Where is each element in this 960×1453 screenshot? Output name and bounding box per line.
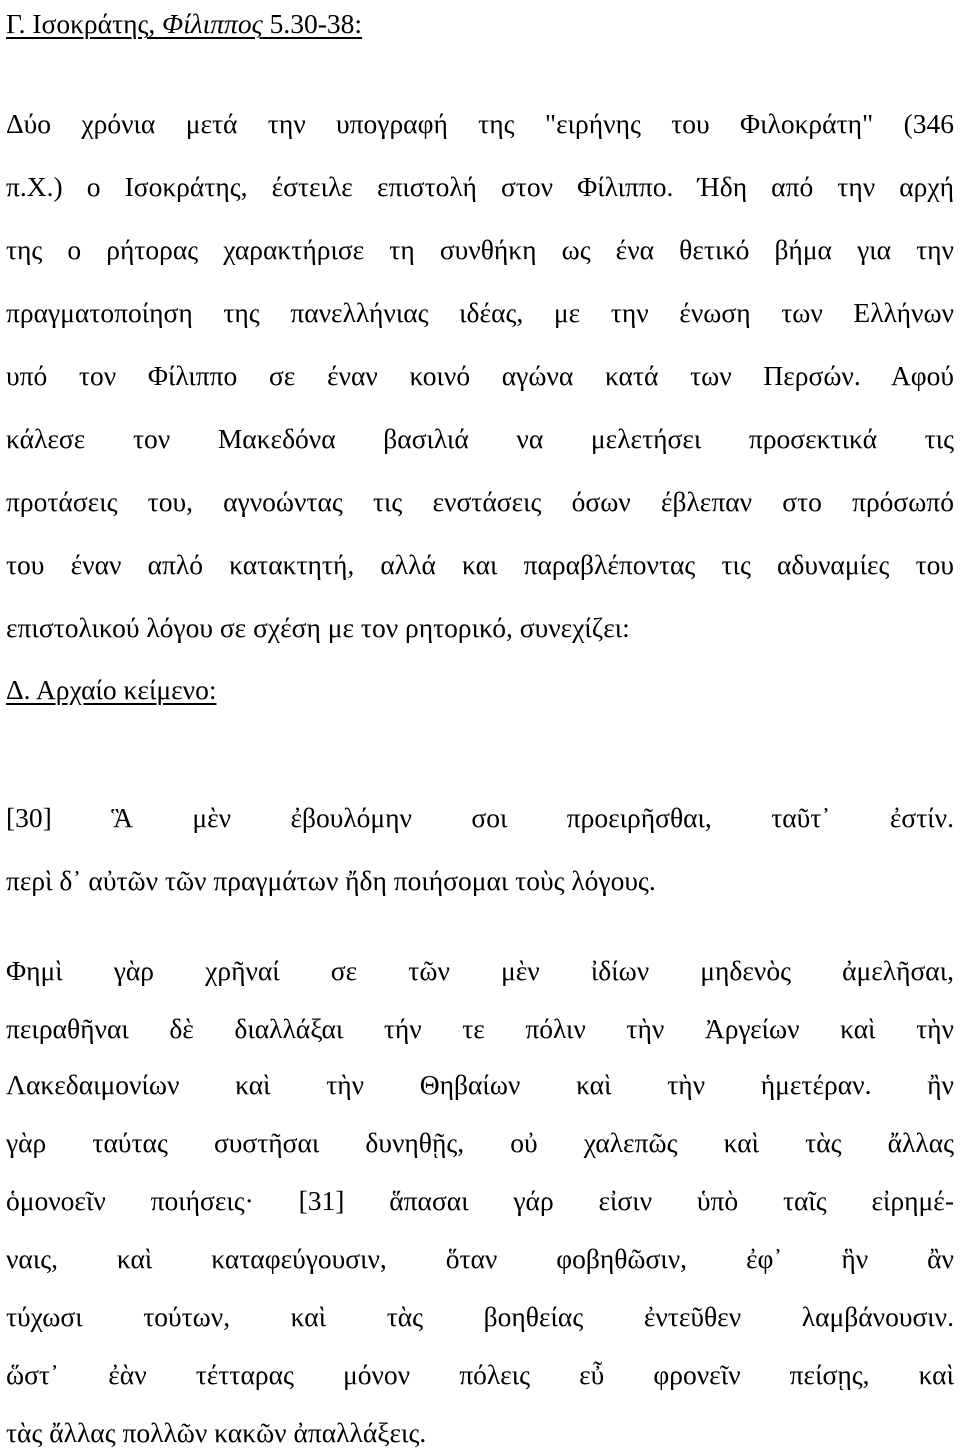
- ancient-line: Φημὶ γὰρ χρῆναί σε τῶν μὲν ἰδίων μηδενὸς ἀμελῆσαι,: [6, 955, 954, 986]
- ancient-line: περὶ δ᾽ αὐτῶν τῶν πραγμάτων ἤδη ποιήσομαι τοὺς λόγους.: [6, 865, 656, 896]
- intro-line: προτάσεις του, αγνοώντας τις ενστάσεις όσων έβλεπαν στο πρόσωπό: [6, 486, 954, 517]
- ancient-line: ὥστ᾽ ἐὰν τέτταρας μόνον πόλεις εὖ φρονεῖν πείσῃς, καὶ: [6, 1359, 954, 1390]
- heading-c-work-title: Φίλιππος: [162, 8, 263, 39]
- intro-line: π.Χ.) ο Ισοκράτης, έστειλε επιστολή στον Φίλιππο. Ήδη από την αρχή: [6, 171, 954, 202]
- intro-line: Δύο χρόνια μετά την υπογραφή της "ειρήνης του Φιλοκράτη" (346: [6, 108, 954, 139]
- intro-line: πραγματοποίηση της πανελλήνιας ιδέας, με την ένωση των Ελλήνων: [6, 297, 954, 328]
- ancient-line: τύχωσι τούτων, καὶ τὰς βοηθείας ἐντεῦθεν λαμβάνουσιν.: [6, 1301, 954, 1332]
- heading-c-prefix: Γ. Ισοκράτης,: [6, 8, 163, 39]
- ancient-line: ναις, καὶ καταφεύγουσιν, ὅταν φοβηθῶσιν, ἐφ᾽ ἣν ἂν: [6, 1243, 954, 1274]
- ancient-line: γὰρ ταύτας συστῆσαι δυνηθῇς, οὐ χαλεπῶς καὶ τὰς ἄλλας: [6, 1127, 954, 1158]
- section-heading-d: Δ. Αρχαίο κείμενο:: [6, 674, 217, 705]
- ancient-line: Λακεδαιμονίων καὶ τὴν Θηβαίων καὶ τὴν ἡμετέραν. ἢν: [6, 1069, 954, 1100]
- heading-c-suffix: 5.30-38:: [262, 8, 363, 39]
- intro-line: του έναν απλό κατακτητή, αλλά και παραβλέποντας τις αδυναμίες του: [6, 549, 954, 580]
- intro-line: επιστολικού λόγου σε σχέση με τον ρητορικό, συνεχίζει:: [6, 612, 630, 643]
- intro-line: της ο ρήτορας χαρακτήρισε τη συνθήκη ως ένα θετικό βήμα για την: [6, 234, 954, 265]
- section-heading-c: [6, 4, 954, 44]
- ancient-line: [30] Ἃ μὲν ἐβουλόμην σοι προειρῆσθαι, ταῦτ᾽ ἐστίν.: [6, 802, 954, 833]
- intro-line: υπό τον Φίλιππο σε έναν κοινό αγώνα κατά των Περσών. Αφού: [6, 360, 954, 391]
- ancient-line: ὁμονοεῖν ποιήσεις· [31] ἅπασαι γάρ εἰσιν ὑπὸ ταῖς εἰρημέ-: [6, 1185, 954, 1216]
- ancient-line: πειραθῆναι δὲ διαλλάξαι τήν τε πόλιν τὴν Ἀργείων καὶ τὴν: [6, 1013, 954, 1044]
- ancient-line: τὰς ἄλλας πολλῶν κακῶν ἀπαλλάξεις.: [6, 1417, 427, 1448]
- intro-line: κάλεσε τον Μακεδόνα βασιλιά να μελετήσει προσεκτικά τις: [6, 423, 954, 454]
